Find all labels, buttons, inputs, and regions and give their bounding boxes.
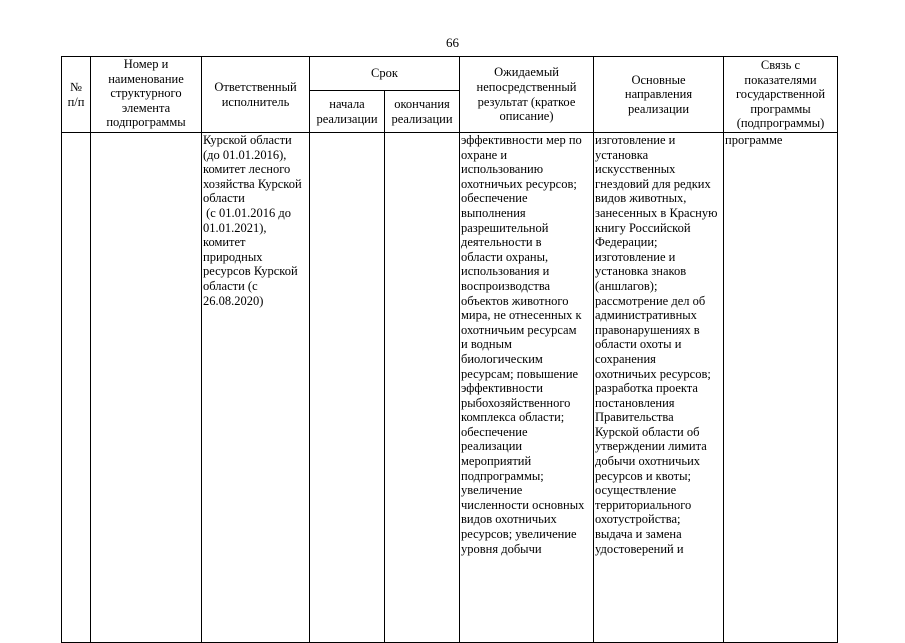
cell-executor: Курской области (до 01.01.2016), комитет лесного хозяйства Курской области (с 01.01.2016 до 01.01.2021), комитет природных ресурсов Курской области (с 26.08.2020): [202, 133, 310, 643]
header-name: Номер и наименование структурного элемента подпрограммы: [91, 57, 202, 133]
cell-result: эффективности мер по охране и использованию охотничьих ресурсов; обеспечение выполнения разрешительной деятельности в области охраны, использования и воспроизводства объектов животного мира, не отнесенных к охотничьим ресурсам и водным биологическим ресурсам; повышение эффективности рыбохозяйственного комплекса области; обеспечение реализации мероприятий подпрограммы; увеличение численности основных видов охотничьих ресурсов; увеличение уровня добычи: [460, 133, 594, 643]
header-result: Ожидаемый непосредственный результат (краткое описание): [460, 57, 594, 133]
header-start: начала реализации: [310, 91, 385, 133]
cell-start: [310, 133, 385, 643]
header-end: окончания реализации: [385, 91, 460, 133]
header-executor: Ответственный исполнитель: [202, 57, 310, 133]
cell-directions: изготовление и установка искусственных гнездовий для редких видов животных, занесенных в Красную книгу Российской Федерации; изготовление и установка знаков (аншлагов); рассмотрение дел об административных правонарушениях в области охоты и сохранения охотничьих ресурсов; разработка проекта постановления Правительства Курской области об утверждении лимита добычи охотничьих ресурсов и квоты; осуществление территориального охотустройства; выдача и замена удостоверений и: [594, 133, 724, 643]
header-term: Срок: [310, 57, 460, 91]
cell-link: программе: [724, 133, 838, 643]
header-directions: Основные направления реализации: [594, 57, 724, 133]
header-link: Связь с показателями государственной программы (подпрограммы): [724, 57, 838, 133]
table-row: [62, 133, 838, 643]
cell-end: [385, 133, 460, 643]
cell-num: [62, 133, 91, 643]
program-table: [61, 56, 838, 643]
page-number: 66: [446, 35, 459, 50]
header-num: № п/п: [62, 57, 91, 133]
cell-name: [91, 133, 202, 643]
